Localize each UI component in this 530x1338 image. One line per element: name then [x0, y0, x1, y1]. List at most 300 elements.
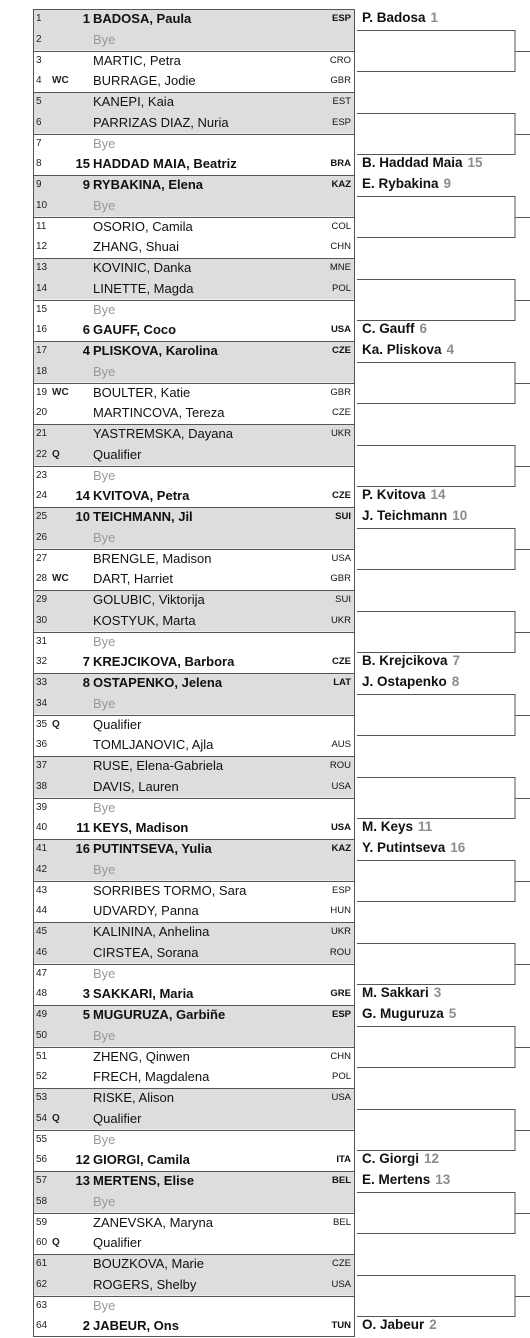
draw-row[interactable]: [33, 362, 355, 382]
player-name[interactable]: SORRIBES TORMO, Sara: [93, 882, 247, 898]
draw-position: 29: [36, 594, 48, 605]
player-name[interactable]: MARTINCOVA, Tereza: [93, 405, 225, 421]
country-code: CZE: [332, 490, 351, 502]
player-seed: 15: [75, 156, 90, 172]
round2-player[interactable]: [362, 653, 460, 668]
player-name[interactable]: PUTINTSEVA, Yulia: [93, 841, 212, 856]
draw-row[interactable]: [33, 611, 355, 631]
bracket-connector: [357, 1110, 530, 1151]
player-seed: 10: [75, 509, 90, 524]
draw-position: 26: [36, 531, 48, 543]
draw-position: 8: [36, 158, 42, 170]
player-name[interactable]: ZHENG, Qinwen: [93, 1048, 190, 1064]
round2-player-name: M. Sakkari: [362, 985, 429, 1001]
round2-player[interactable]: [362, 819, 432, 834]
player-name[interactable]: BOULTER, Katie: [93, 384, 191, 400]
bye-label: Bye: [93, 301, 116, 317]
draw-position: 53: [36, 1092, 48, 1103]
country-code: ESP: [331, 1009, 351, 1020]
player-name[interactable]: CIRSTEA, Sorana: [93, 944, 199, 960]
player-name[interactable]: PLISKOVA, Karolina: [93, 343, 218, 358]
draw-row[interactable]: [33, 1067, 355, 1087]
draw-row[interactable]: [33, 300, 355, 320]
bracket-connector: [357, 612, 530, 653]
round2-seed: 12: [424, 1151, 440, 1167]
round2-player[interactable]: [362, 342, 454, 357]
draw-row[interactable]: [33, 51, 355, 71]
bracket-connector: [357, 1027, 530, 1068]
player-name[interactable]: KOSTYUK, Marta: [93, 612, 196, 628]
player-seed: 4: [82, 343, 90, 358]
player-name[interactable]: GAUFF, Coco: [93, 322, 177, 338]
round2-player[interactable]: [362, 1317, 437, 1332]
player-name[interactable]: PARRIZAS DIAZ, Nuria: [93, 114, 229, 130]
draw-row[interactable]: [33, 943, 355, 963]
player-name[interactable]: ZHANG, Shuai: [93, 239, 179, 255]
round2-player-name: Ka. Pliskova: [362, 342, 442, 357]
draw-position: 55: [36, 1133, 48, 1145]
player-seed: 8: [82, 675, 90, 690]
round2-player[interactable]: [362, 1006, 456, 1021]
draw-row[interactable]: [33, 818, 355, 838]
player-name[interactable]: DAVIS, Lauren: [93, 778, 179, 794]
draw-row[interactable]: [33, 632, 355, 652]
country-code: ESP: [331, 884, 351, 896]
draw-position: 11: [36, 220, 47, 232]
draw-row[interactable]: [33, 735, 355, 755]
draw-row[interactable]: [33, 175, 355, 195]
round2-player[interactable]: [362, 176, 451, 191]
round2-player-name: E. Rybakina: [362, 176, 439, 191]
draw-position: 37: [36, 760, 48, 771]
round2-seed: 13: [435, 1172, 451, 1187]
player-name[interactable]: BURRAGE, Jodie: [93, 73, 196, 89]
country-code: MNE: [329, 262, 351, 273]
round2-seed: 1: [430, 10, 439, 25]
player-name[interactable]: MUGURUZA, Garbiñe: [93, 1007, 226, 1022]
draw-position: 38: [36, 780, 48, 792]
player-name[interactable]: KVITOVA, Petra: [93, 488, 190, 504]
round2-player-name: B. Haddad Maia: [362, 155, 463, 171]
draw-position: 32: [36, 656, 48, 668]
entry-tag: Q: [52, 1237, 60, 1249]
bye-label: Bye: [93, 1131, 116, 1147]
draw-position: 56: [36, 1154, 48, 1166]
player-name[interactable]: BADOSA, Paula: [93, 11, 192, 26]
round2-player[interactable]: [362, 10, 438, 25]
bracket-connector: [357, 1276, 530, 1317]
country-code: ESP: [331, 116, 351, 128]
bracket-connector: [357, 1193, 530, 1234]
draw-position: 36: [36, 739, 48, 751]
round2-seed: 4: [446, 342, 455, 357]
country-code: POL: [331, 282, 351, 294]
country-code: UKR: [330, 926, 351, 937]
bye-label: Bye: [93, 799, 116, 815]
round2-player-name: G. Muguruza: [362, 1006, 444, 1021]
draw-position: 62: [36, 1278, 48, 1290]
draw-position: 45: [36, 926, 48, 937]
draw-row[interactable]: [33, 694, 355, 714]
round2-seed: 3: [433, 985, 442, 1001]
round2-player-name: C. Giorgi: [362, 1151, 419, 1167]
bracket-connector: [357, 944, 530, 985]
country-code: CZE: [332, 1258, 351, 1269]
draw-row[interactable]: [33, 320, 355, 340]
player-name[interactable]: OSTAPENKO, Jelena: [93, 675, 223, 690]
round2-player-name: P. Kvitova: [362, 487, 426, 503]
draw-row[interactable]: [33, 92, 355, 112]
draw-row[interactable]: [33, 1109, 355, 1129]
country-code: UKR: [330, 614, 351, 626]
draw-row[interactable]: [33, 1316, 355, 1336]
player-name[interactable]: JABEUR, Ons: [93, 1318, 179, 1334]
draw-row[interactable]: [33, 652, 355, 672]
draw-position: 42: [36, 863, 48, 875]
country-code: USA: [331, 1092, 351, 1103]
entry-tag: WC: [52, 386, 69, 398]
draw-row[interactable]: [33, 113, 355, 133]
round2-player-name: C. Gauff: [362, 321, 415, 337]
country-code: BEL: [332, 1175, 351, 1186]
draw-position: 33: [36, 677, 48, 688]
draw-row[interactable]: [33, 1296, 355, 1316]
bye-label: Bye: [93, 31, 116, 47]
draw-row[interactable]: [33, 1047, 355, 1067]
round2-player[interactable]: [362, 508, 467, 523]
draw-row[interactable]: [33, 1130, 355, 1150]
draw-position: 50: [36, 1029, 48, 1041]
bracket-connector: [357, 446, 530, 487]
player-name[interactable]: BRENGLE, Madison: [93, 550, 212, 566]
bye-label: Bye: [93, 1193, 116, 1209]
draw-row[interactable]: [33, 507, 355, 527]
round2-seed: 10: [452, 508, 468, 523]
player-name[interactable]: RYBAKINA, Elena: [93, 177, 204, 192]
draw-row[interactable]: [33, 528, 355, 548]
player-name[interactable]: KEYS, Madison: [93, 820, 189, 836]
entry-tag: WC: [52, 573, 69, 585]
round2-seed: 9: [443, 176, 452, 191]
country-code: GBR: [330, 573, 351, 585]
round2-player[interactable]: [362, 985, 441, 1000]
draw-position: 15: [36, 303, 48, 315]
draw-position: 24: [36, 490, 48, 502]
round2-player-name: J. Ostapenko: [362, 674, 447, 689]
bye-label: Bye: [93, 135, 116, 151]
draw-row[interactable]: [33, 134, 355, 154]
round2-player-name: P. Badosa: [362, 10, 426, 25]
draw-row[interactable]: [33, 1254, 355, 1274]
draw-row[interactable]: [33, 1088, 355, 1108]
round2-seed: 5: [448, 1006, 457, 1021]
draw-position: 3: [36, 54, 42, 66]
country-code: CRO: [329, 54, 351, 66]
player-name[interactable]: KALININA, Anhelina: [93, 924, 210, 939]
player-name[interactable]: Qualifier: [93, 446, 142, 462]
player-name[interactable]: KANEPI, Kaia: [93, 94, 174, 109]
draw-row[interactable]: [33, 217, 355, 237]
player-name[interactable]: MARTIC, Petra: [93, 52, 181, 68]
entry-tag: Q: [52, 1112, 60, 1124]
country-code: ROU: [329, 760, 351, 771]
draw-position: 40: [36, 822, 48, 834]
player-name[interactable]: RUSE, Elena-Gabriela: [93, 758, 224, 773]
player-seed: 16: [75, 841, 90, 856]
country-code: TUN: [331, 1320, 351, 1332]
player-seed: 3: [82, 986, 90, 1002]
player-name[interactable]: GOLUBIC, Viktorija: [93, 592, 205, 607]
bye-label: Bye: [93, 529, 116, 545]
round2-player[interactable]: [362, 1151, 439, 1166]
draw-position: 63: [36, 1299, 48, 1311]
bye-label: Bye: [93, 633, 116, 649]
draw-position: 2: [36, 33, 42, 45]
country-code: KAZ: [331, 843, 351, 854]
draw-row[interactable]: [33, 424, 355, 444]
draw-position: 46: [36, 946, 48, 958]
round2-player[interactable]: [362, 840, 465, 855]
round2-seed: 15: [467, 155, 483, 171]
country-code: BRA: [330, 158, 351, 170]
player-seed: 1: [82, 11, 90, 26]
round2-seed: 2: [429, 1317, 437, 1333]
draw-row[interactable]: [33, 1171, 355, 1191]
country-code: SUI: [335, 511, 351, 522]
draw-row[interactable]: [33, 860, 355, 880]
draw-row[interactable]: [33, 839, 355, 859]
player-name[interactable]: UDVARDY, Panna: [93, 903, 199, 919]
draw-position: 44: [36, 905, 48, 917]
round2-player-name: J. Teichmann: [362, 508, 448, 523]
draw-position: 28: [36, 573, 48, 585]
draw-position: 49: [36, 1009, 48, 1020]
country-code: CHN: [330, 1050, 351, 1062]
bye-label: Bye: [93, 1027, 116, 1043]
draw-row[interactable]: [33, 1192, 355, 1212]
draw-position: 30: [36, 614, 48, 626]
draw-position: 64: [36, 1320, 48, 1332]
bracket-connector: [357, 114, 530, 155]
entry-tag: Q: [52, 448, 60, 460]
player-name[interactable]: Qualifier: [93, 1110, 142, 1126]
player-name[interactable]: OSORIO, Camila: [93, 218, 193, 234]
bracket-connector: [357, 778, 530, 819]
draw-position: 41: [36, 843, 48, 854]
draw-row[interactable]: [33, 569, 355, 589]
draw-position: 19: [36, 386, 48, 398]
draw-position: 54: [36, 1112, 48, 1124]
player-name[interactable]: Qualifier: [93, 1235, 142, 1251]
draw-position: 16: [36, 324, 48, 336]
round2-player[interactable]: [362, 1172, 450, 1187]
bracket-connector: [357, 280, 530, 321]
draw-row[interactable]: [33, 341, 355, 361]
round2-player[interactable]: [362, 155, 483, 170]
player-name[interactable]: YASTREMSKA, Dayana: [93, 426, 233, 441]
draw-position: 23: [36, 469, 48, 481]
draw-row[interactable]: [33, 549, 355, 569]
bye-label: Bye: [93, 965, 116, 981]
player-name[interactable]: FRECH, Magdalena: [93, 1069, 210, 1085]
player-name[interactable]: DART, Harriet: [93, 571, 173, 587]
country-code: USA: [331, 552, 351, 564]
draw-row[interactable]: [33, 154, 355, 174]
player-name[interactable]: TOMLJANOVIC, Ajla: [93, 737, 214, 753]
round2-player-name: E. Mertens: [362, 1172, 431, 1187]
player-name[interactable]: ROGERS, Shelby: [93, 1276, 197, 1292]
player-name[interactable]: KOVINIC, Danka: [93, 260, 192, 275]
bracket-connector: [357, 363, 530, 404]
draw-row[interactable]: [33, 9, 355, 29]
draw-row[interactable]: [33, 673, 355, 693]
draw-row[interactable]: [33, 383, 355, 403]
draw-row[interactable]: [33, 984, 355, 1004]
round2-seed: 8: [451, 674, 460, 689]
round2-player-name: M. Keys: [362, 819, 414, 835]
draw-position: 61: [36, 1258, 48, 1269]
draw-row[interactable]: [33, 237, 355, 257]
draw-position: 39: [36, 801, 48, 813]
draw-row[interactable]: [33, 30, 355, 50]
draw-row[interactable]: [33, 777, 355, 797]
draw-row[interactable]: [33, 445, 355, 465]
draw-position: 31: [36, 635, 48, 647]
bye-label: Bye: [93, 861, 116, 877]
player-name[interactable]: MERTENS, Elise: [93, 1173, 195, 1188]
draw-row[interactable]: [33, 1026, 355, 1046]
draw-row[interactable]: [33, 590, 355, 610]
player-name[interactable]: GIORGI, Camila: [93, 1152, 190, 1168]
draw-position: 6: [36, 116, 42, 128]
entry-tag: WC: [52, 75, 69, 87]
player-seed: 12: [75, 1152, 90, 1168]
draw-row[interactable]: [33, 466, 355, 486]
draw-row[interactable]: [33, 258, 355, 278]
country-code: BEL: [333, 1216, 351, 1228]
bracket-connector: [357, 529, 530, 570]
player-name[interactable]: BOUZKOVA, Marie: [93, 1256, 205, 1271]
draw-row[interactable]: [33, 403, 355, 423]
draw-position: 13: [36, 262, 48, 273]
bye-label: Bye: [93, 467, 116, 483]
round2-seed: 16: [450, 840, 466, 855]
round2-player[interactable]: [362, 321, 427, 336]
draw-row[interactable]: [33, 964, 355, 984]
draw-row[interactable]: [33, 715, 355, 735]
draw-position: 43: [36, 884, 48, 896]
player-seed: 13: [75, 1173, 90, 1188]
draw-row[interactable]: [33, 1233, 355, 1253]
bye-label: Bye: [93, 197, 116, 213]
player-name[interactable]: LINETTE, Magda: [93, 280, 194, 296]
draw-position: 21: [36, 428, 48, 439]
country-code: USA: [330, 324, 351, 336]
draw-row[interactable]: [33, 71, 355, 91]
draw-position: 58: [36, 1195, 48, 1207]
draw-position: 9: [36, 179, 42, 190]
bracket-connector: [357, 695, 530, 736]
player-name[interactable]: Qualifier: [93, 716, 142, 732]
draw-position: 27: [36, 552, 48, 564]
draw-row[interactable]: [33, 881, 355, 901]
player-name[interactable]: HADDAD MAIA, Beatriz: [93, 156, 237, 172]
player-name[interactable]: TEICHMANN, Jil: [93, 509, 193, 524]
player-name[interactable]: RISKE, Alison: [93, 1090, 174, 1105]
country-code: CHN: [330, 241, 351, 253]
draw-row[interactable]: [33, 1275, 355, 1295]
draw-position: 20: [36, 407, 48, 419]
player-name[interactable]: KREJCIKOVA, Barbora: [93, 654, 235, 670]
country-code: COL: [331, 220, 351, 232]
player-seed: 7: [82, 654, 90, 670]
draw-position: 35: [36, 718, 48, 730]
draw-position: 51: [36, 1050, 48, 1062]
country-code: ESP: [331, 13, 351, 24]
round2-seed: 11: [418, 819, 433, 835]
country-code: LAT: [333, 677, 351, 688]
country-code: USA: [331, 780, 351, 792]
draw-position: 48: [36, 988, 48, 1000]
country-code: HUN: [330, 905, 351, 917]
player-seed: 9: [82, 177, 90, 192]
draw-position: 7: [36, 137, 42, 149]
draw-position: 1: [36, 13, 42, 24]
round2-player-name: B. Krejcikova: [362, 653, 448, 669]
country-code: UKR: [330, 428, 351, 439]
round2-player[interactable]: [362, 487, 446, 502]
draw-position: 25: [36, 511, 48, 522]
country-code: GRE: [330, 988, 351, 1000]
draw-row[interactable]: [33, 798, 355, 818]
draw-row[interactable]: [33, 756, 355, 776]
round2-player[interactable]: [362, 674, 459, 689]
country-code: KAZ: [331, 179, 351, 190]
player-name[interactable]: ZANEVSKA, Maryna: [93, 1214, 213, 1230]
player-seed: 6: [82, 322, 90, 338]
draw-row[interactable]: [33, 1213, 355, 1233]
round2-player-name: Y. Putintseva: [362, 840, 446, 855]
player-name[interactable]: SAKKARI, Maria: [93, 986, 194, 1002]
draw-position: 4: [36, 75, 42, 87]
player-seed: 5: [82, 1007, 90, 1022]
bracket-connector: [357, 197, 530, 238]
bye-label: Bye: [93, 695, 116, 711]
country-code: ROU: [329, 946, 351, 958]
round2-seed: 6: [419, 321, 428, 337]
draw-row[interactable]: [33, 279, 355, 299]
country-code: AUS: [331, 739, 351, 751]
round2-seed: 7: [452, 653, 461, 669]
draw-position: 59: [36, 1216, 48, 1228]
country-code: CZE: [332, 656, 351, 668]
draw-row[interactable]: [33, 486, 355, 506]
player-seed: 14: [75, 488, 90, 504]
draw-row[interactable]: [33, 901, 355, 921]
draw-position: 5: [36, 96, 42, 107]
country-code: CZE: [332, 407, 351, 419]
draw-position: 14: [36, 282, 48, 294]
draw-position: 10: [36, 199, 48, 211]
draw-row[interactable]: [33, 922, 355, 942]
draw-position: 34: [36, 697, 48, 709]
draw-row[interactable]: [33, 1005, 355, 1025]
entry-tag: Q: [52, 718, 60, 730]
draw-position: 57: [36, 1175, 48, 1186]
draw-row[interactable]: [33, 1150, 355, 1170]
draw-row[interactable]: [33, 196, 355, 216]
bracket-connector: [357, 31, 530, 72]
